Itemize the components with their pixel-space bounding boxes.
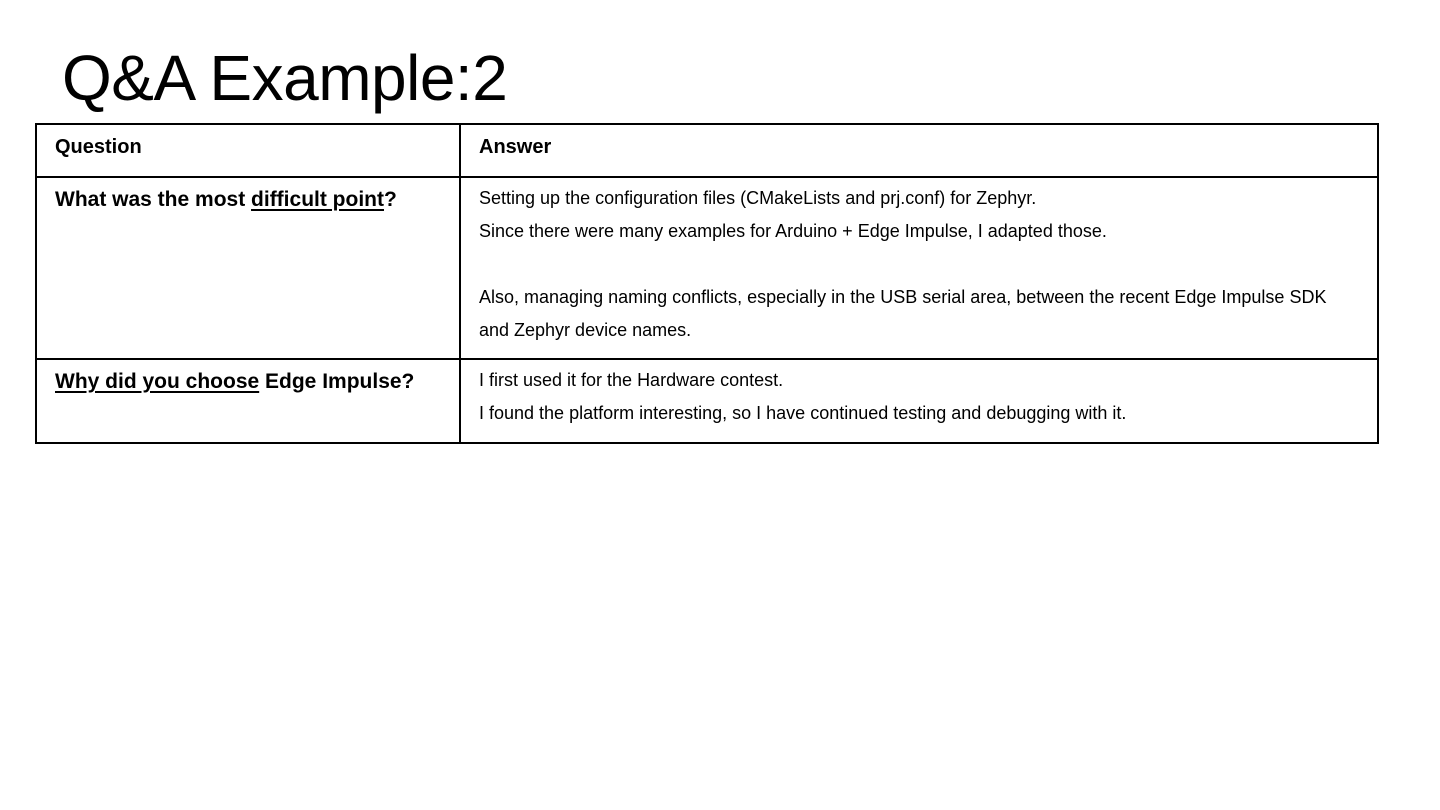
answer-line: Since there were many examples for Arduino + Edge Impulse, I adapted those.	[479, 221, 1107, 241]
qa-table	[35, 123, 1379, 444]
slide-title: Q&A Example:2	[62, 42, 508, 114]
question-cell	[36, 177, 460, 359]
answer-line: Also, managing naming conflicts, especially in the USB serial area, between the recent Edge Impulse SDK and Zephyr device names.	[479, 287, 1327, 340]
answer-line: I found the platform interesting, so I have continued testing and debugging with it.	[479, 403, 1127, 423]
question-cell	[36, 359, 460, 443]
question-text-prefix: What was the most	[55, 188, 252, 211]
answer-spacer	[479, 248, 1359, 281]
header-question: Question	[36, 124, 460, 177]
answer-cell	[460, 177, 1378, 359]
answer-line: Setting up the configuration files (CMakeLists and prj.conf) for Zephyr.	[479, 188, 1037, 208]
table-header-row	[36, 124, 1378, 177]
answer-line: I first used it for the Hardware contest.	[479, 370, 784, 390]
header-answer: Answer	[460, 124, 1378, 177]
answer-cell	[460, 359, 1378, 443]
table-row	[36, 177, 1378, 359]
table-row	[36, 359, 1378, 443]
question-text-suffix: Edge Impulse?	[259, 370, 415, 393]
question-text-suffix: ?	[384, 188, 397, 211]
question-text-underlined: difficult point	[251, 188, 384, 211]
question-text-underlined: Why did you choose	[55, 370, 260, 393]
